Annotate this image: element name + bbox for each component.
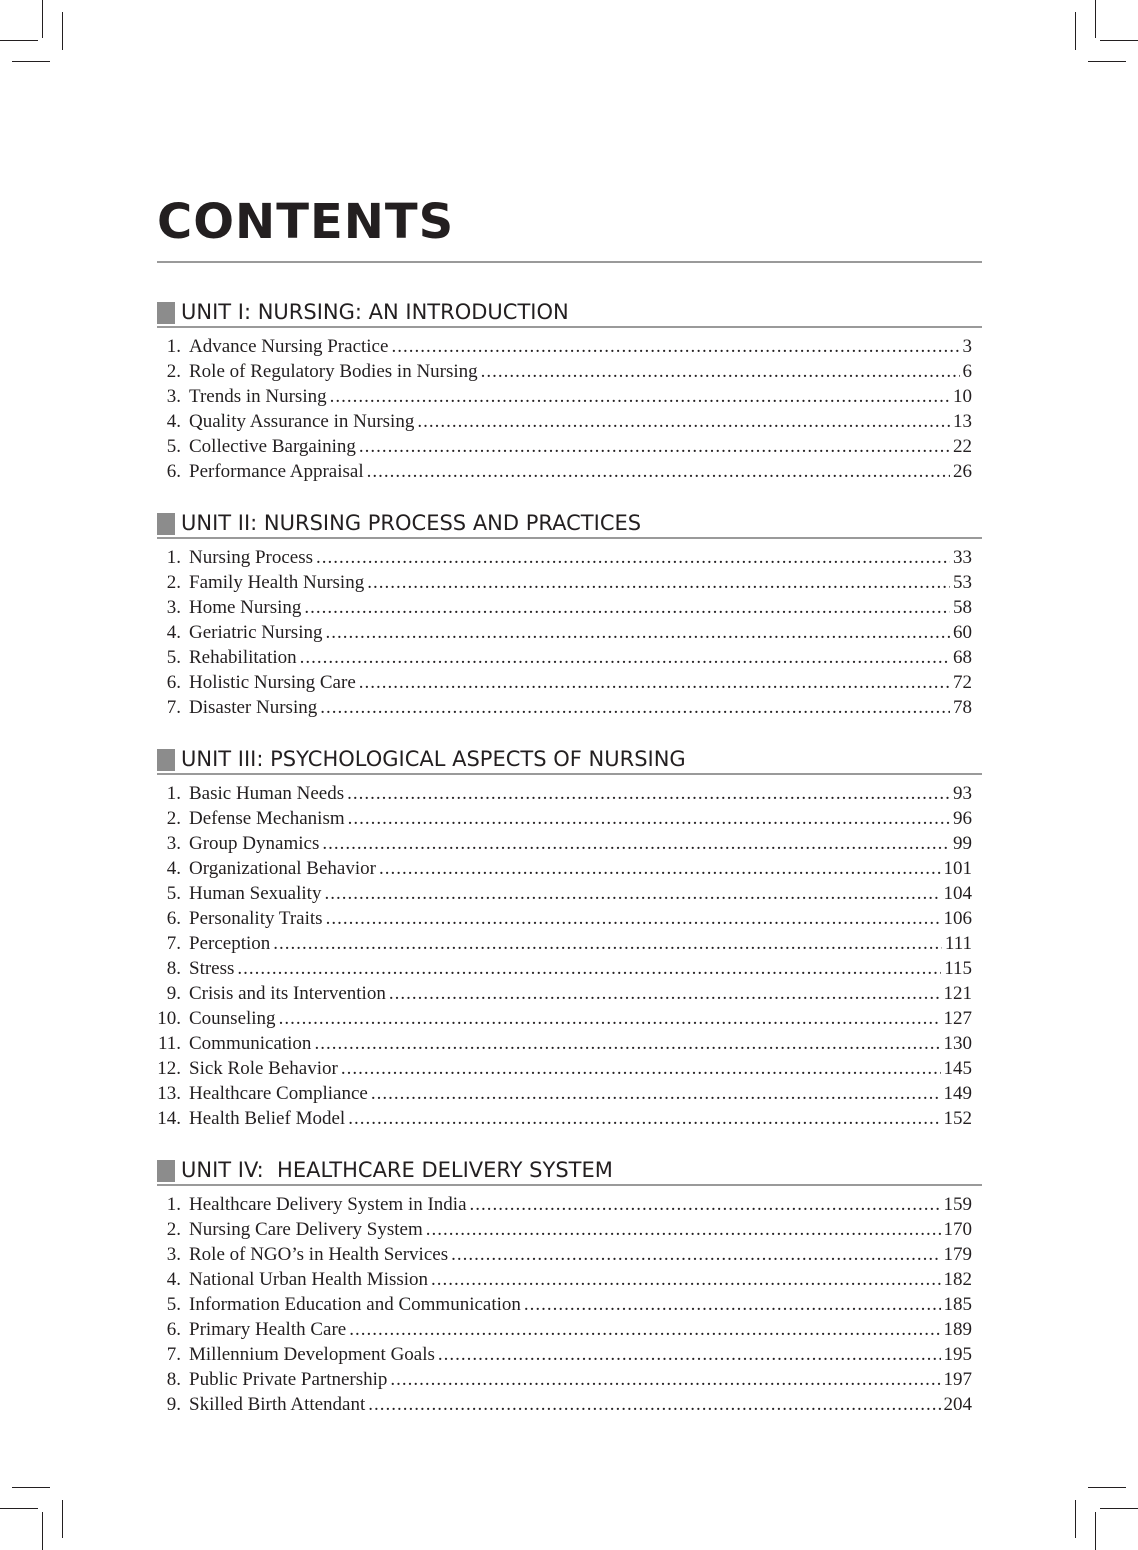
toc-entry-number: 3. (166, 1244, 181, 1265)
toc-entry-page: 104 (943, 883, 972, 904)
dot-leader (481, 359, 960, 384)
unit-section (157, 509, 982, 720)
toc-entry-page: 99 (953, 833, 972, 854)
toc-entry-page: 197 (943, 1369, 972, 1390)
toc-entry[interactable] (157, 359, 982, 384)
toc-entry-title: Primary Health Care (189, 1319, 347, 1340)
toc-entry-title: Human Sexuality (189, 883, 322, 904)
toc-entry-title: National Urban Health Mission (189, 1269, 429, 1290)
page-title: CONTENTS (157, 194, 455, 250)
toc-entry[interactable] (157, 384, 982, 409)
unit-title: UNIT III: PSYCHOLOGICAL ASPECTS OF NURSING (181, 747, 686, 771)
dot-leader (237, 956, 941, 981)
unit-marker (157, 1160, 175, 1182)
toc-entry-page: 130 (943, 1033, 972, 1054)
dot-leader (389, 981, 941, 1006)
crop-mark (62, 12, 63, 50)
dot-leader (330, 384, 950, 409)
toc-entry[interactable] (157, 570, 982, 595)
toc-entry-number: 4. (166, 858, 181, 879)
unit-marker (157, 749, 175, 771)
toc-entry-number: 6. (166, 672, 181, 693)
toc-entry-number: 4. (166, 622, 181, 643)
toc-entry-number: 7. (166, 697, 181, 718)
toc-entry-number: 3. (166, 597, 181, 618)
toc-entry[interactable] (157, 1267, 982, 1292)
toc-entry[interactable] (157, 459, 982, 484)
toc-entry-page: 3 (962, 336, 972, 357)
dot-leader (326, 906, 941, 931)
toc-entry-number: 5. (166, 647, 181, 668)
crop-mark (42, 0, 43, 38)
toc-entry-page: 179 (943, 1244, 972, 1265)
crop-mark (1088, 61, 1126, 62)
toc-entry-title: Health Belief Model (189, 1108, 346, 1129)
crop-mark (1095, 1512, 1096, 1550)
dot-leader (347, 781, 950, 806)
toc-entry-page: 53 (953, 572, 972, 593)
toc-entry-number: 9. (166, 1394, 181, 1415)
dot-leader (359, 434, 950, 459)
toc-entry[interactable] (157, 1056, 982, 1081)
unit-title: UNIT I: NURSING: AN INTRODUCTION (181, 300, 569, 324)
dot-leader (470, 1192, 941, 1217)
toc-entry[interactable] (157, 906, 982, 931)
toc-entry-page: 106 (943, 908, 972, 929)
toc-entry-page: 6 (962, 361, 972, 382)
toc-list (157, 545, 982, 720)
unit-header (157, 745, 982, 775)
toc-entry-page: 145 (943, 1058, 972, 1079)
toc-entry-page: 101 (943, 858, 972, 879)
toc-entry[interactable] (157, 1081, 982, 1106)
dot-leader (359, 670, 950, 695)
unit-title: UNIT IV: HEALTHCARE DELIVERY SYSTEM (181, 1158, 613, 1182)
crop-mark (62, 1500, 63, 1538)
toc-entry[interactable] (157, 1217, 982, 1242)
toc-entry[interactable] (157, 1106, 982, 1131)
dot-leader (431, 1267, 940, 1292)
toc-entry-title: Communication (189, 1033, 312, 1054)
toc-entry-page: 121 (943, 983, 972, 1004)
dot-leader (367, 570, 950, 595)
toc-entry-title: Healthcare Compliance (189, 1083, 368, 1104)
toc-entry[interactable] (157, 1292, 982, 1317)
toc-entry-page: 159 (943, 1194, 972, 1215)
toc-entry-title: Basic Human Needs (189, 783, 345, 804)
crop-mark (1100, 1508, 1138, 1509)
toc-entry-title: Millennium Development Goals (189, 1344, 435, 1365)
dot-leader (367, 459, 950, 484)
toc-entry[interactable] (157, 620, 982, 645)
crop-mark (1100, 40, 1138, 41)
dot-leader (379, 856, 941, 881)
toc-entry[interactable] (157, 545, 982, 570)
toc-entry-number: 7. (166, 1344, 181, 1365)
dot-leader (324, 881, 940, 906)
unit-section (157, 1156, 982, 1417)
dot-leader (524, 1292, 941, 1317)
dot-leader (279, 1006, 941, 1031)
toc-entry-page: 78 (953, 697, 972, 718)
toc-entry-number: 14. (157, 1108, 181, 1129)
toc-entry-title: Nursing Care Delivery System (189, 1219, 423, 1240)
toc-entry-page: 204 (943, 1394, 972, 1415)
toc-entry-title: Disaster Nursing (189, 697, 318, 718)
toc-entry-title: Healthcare Delivery System in India (189, 1194, 467, 1215)
toc-entry-number: 5. (166, 883, 181, 904)
toc-entry[interactable] (157, 956, 982, 981)
toc-entry-page: 149 (943, 1083, 972, 1104)
dot-leader (426, 1217, 941, 1242)
toc-entry-title: Role of Regulatory Bodies in Nursing (189, 361, 478, 382)
toc-entry[interactable] (157, 670, 982, 695)
toc-entry[interactable] (157, 981, 982, 1006)
toc-entry-title: Holistic Nursing Care (189, 672, 356, 693)
crop-mark (1088, 1487, 1126, 1488)
crop-mark (12, 61, 50, 62)
toc-entry[interactable] (157, 1031, 982, 1056)
toc-entry[interactable] (157, 1192, 982, 1217)
toc-entry-page: 68 (953, 647, 972, 668)
toc-entry-number: 12. (157, 1058, 181, 1079)
dot-leader (304, 595, 950, 620)
crop-mark (12, 1487, 50, 1488)
toc-list (157, 334, 982, 484)
toc-entry-page: 185 (943, 1294, 972, 1315)
toc-entry-number: 1. (166, 547, 181, 568)
dot-leader (371, 1081, 941, 1106)
toc-entry-number: 6. (166, 461, 181, 482)
toc-entry[interactable] (157, 881, 982, 906)
toc-entry-page: 96 (953, 808, 972, 829)
toc-entry-title: Perception (189, 933, 271, 954)
dot-leader (451, 1242, 940, 1267)
toc-entry-page: 33 (953, 547, 972, 568)
toc-entry-title: Group Dynamics (189, 833, 320, 854)
toc-entry-page: 60 (953, 622, 972, 643)
unit-marker (157, 513, 175, 535)
toc-entry-title: Public Private Partnership (189, 1369, 388, 1390)
crop-mark (42, 1512, 43, 1550)
toc-entry[interactable] (157, 856, 982, 881)
toc-list (157, 1192, 982, 1417)
dot-leader (438, 1342, 941, 1367)
dot-leader (325, 620, 950, 645)
toc-entry-title: Information Education and Communication (189, 1294, 521, 1315)
crop-mark (1095, 0, 1096, 38)
crop-mark (0, 40, 38, 41)
toc-entry[interactable] (157, 1006, 982, 1031)
dot-leader (391, 334, 959, 359)
toc-entry[interactable] (157, 781, 982, 806)
crop-mark (0, 1508, 38, 1509)
toc-entry[interactable] (157, 1342, 982, 1367)
unit-header (157, 298, 982, 328)
toc-entry-page: 93 (953, 783, 972, 804)
toc-entry-title: Home Nursing (189, 597, 302, 618)
toc-entry-page: 111 (944, 933, 972, 954)
toc-entry-page: 22 (953, 436, 972, 457)
crop-mark (1075, 1500, 1076, 1538)
toc-entry-title: Organizational Behavior (189, 858, 376, 879)
toc-entry[interactable] (157, 409, 982, 434)
toc-entry[interactable] (157, 1317, 982, 1342)
toc-entry-page: 170 (943, 1219, 972, 1240)
dot-leader (341, 1056, 941, 1081)
toc-entry[interactable] (157, 1242, 982, 1267)
toc-entry[interactable] (157, 1392, 982, 1417)
unit-section (157, 298, 982, 484)
toc-entry-title: Sick Role Behavior (189, 1058, 338, 1079)
toc-entry-number: 5. (166, 436, 181, 457)
toc-entry-title: Skilled Birth Attendant (189, 1394, 366, 1415)
toc-entry-page: 195 (943, 1344, 972, 1365)
unit-header (157, 1156, 982, 1186)
toc-entry[interactable] (157, 434, 982, 459)
toc-entry-title: Geriatric Nursing (189, 622, 323, 643)
toc-entry-number: 6. (166, 1319, 181, 1340)
toc-entry-title: Stress (189, 958, 235, 979)
toc-entry-number: 6. (166, 908, 181, 929)
toc-entry-title: Rehabilitation (189, 647, 297, 668)
toc-entry-title: Role of NGO’s in Health Services (189, 1244, 449, 1265)
title-rule (157, 261, 982, 263)
toc-entry-number: 9. (166, 983, 181, 1004)
toc-list (157, 781, 982, 1131)
toc-entry-number: 10. (157, 1008, 181, 1029)
toc-entry-title: Advance Nursing Practice (189, 336, 389, 357)
toc-entry-number: 4. (166, 1269, 181, 1290)
toc-entry-number: 1. (166, 1194, 181, 1215)
dot-leader (348, 1106, 940, 1131)
toc-entry-number: 8. (166, 1369, 181, 1390)
toc-entry-number: 1. (166, 783, 181, 804)
toc-entry-title: Nursing Process (189, 547, 314, 568)
toc-entry-page: 115 (944, 958, 972, 979)
dot-leader (368, 1392, 940, 1417)
toc-entry-page: 10 (953, 386, 972, 407)
dot-leader (349, 1317, 940, 1342)
dot-leader (348, 806, 950, 831)
toc-entry-title: Quality Assurance in Nursing (189, 411, 415, 432)
toc-entry-number: 13. (157, 1083, 181, 1104)
toc-entry[interactable] (157, 334, 982, 359)
toc-entry-title: Trends in Nursing (189, 386, 327, 407)
toc-entry-number: 11. (157, 1033, 181, 1054)
toc-entry-number: 7. (166, 933, 181, 954)
toc-entry-page: 26 (953, 461, 972, 482)
toc-entry-number: 8. (166, 958, 181, 979)
toc-entry-page: 72 (953, 672, 972, 693)
toc-entry-page: 182 (943, 1269, 972, 1290)
dot-leader (300, 645, 950, 670)
dot-leader (314, 1031, 940, 1056)
dot-leader (273, 931, 942, 956)
toc-entry-number: 4. (166, 411, 181, 432)
unit-section (157, 745, 982, 1131)
toc-entry[interactable] (157, 645, 982, 670)
toc-entry[interactable] (157, 1367, 982, 1392)
toc-entry-number: 5. (166, 1294, 181, 1315)
toc-entry-title: Defense Mechanism (189, 808, 345, 829)
toc-entry-title: Collective Bargaining (189, 436, 356, 457)
toc-entry[interactable] (157, 806, 982, 831)
toc-entry-title: Crisis and its Intervention (189, 983, 386, 1004)
toc-entry-number: 1. (166, 336, 181, 357)
toc-entry-page: 127 (943, 1008, 972, 1029)
unit-title: UNIT II: NURSING PROCESS AND PRACTICES (181, 511, 642, 535)
unit-header (157, 509, 982, 539)
toc-entry-number: 2. (166, 808, 181, 829)
crop-mark (1075, 12, 1076, 50)
toc-entry-page: 152 (943, 1108, 972, 1129)
toc-entry-page: 13 (953, 411, 972, 432)
dot-leader (390, 1367, 940, 1392)
toc-entry[interactable] (157, 931, 982, 956)
dot-leader (316, 545, 950, 570)
toc-entry[interactable] (157, 695, 982, 720)
toc-entry-number: 2. (166, 1219, 181, 1240)
dot-leader (320, 695, 950, 720)
toc-entry-number: 2. (166, 572, 181, 593)
toc-entry-page: 189 (943, 1319, 972, 1340)
unit-marker (157, 302, 175, 324)
toc-entry-number: 3. (166, 386, 181, 407)
toc-entry[interactable] (157, 595, 982, 620)
toc-entry-title: Performance Appraisal (189, 461, 364, 482)
toc-entry-page: 58 (953, 597, 972, 618)
toc-entry-title: Personality Traits (189, 908, 323, 929)
toc-entry-number: 3. (166, 833, 181, 854)
toc-entry-number: 2. (166, 361, 181, 382)
dot-leader (322, 831, 950, 856)
dot-leader (417, 409, 950, 434)
toc-entry-title: Counseling (189, 1008, 276, 1029)
toc-entry[interactable] (157, 831, 982, 856)
toc-entry-title: Family Health Nursing (189, 572, 365, 593)
